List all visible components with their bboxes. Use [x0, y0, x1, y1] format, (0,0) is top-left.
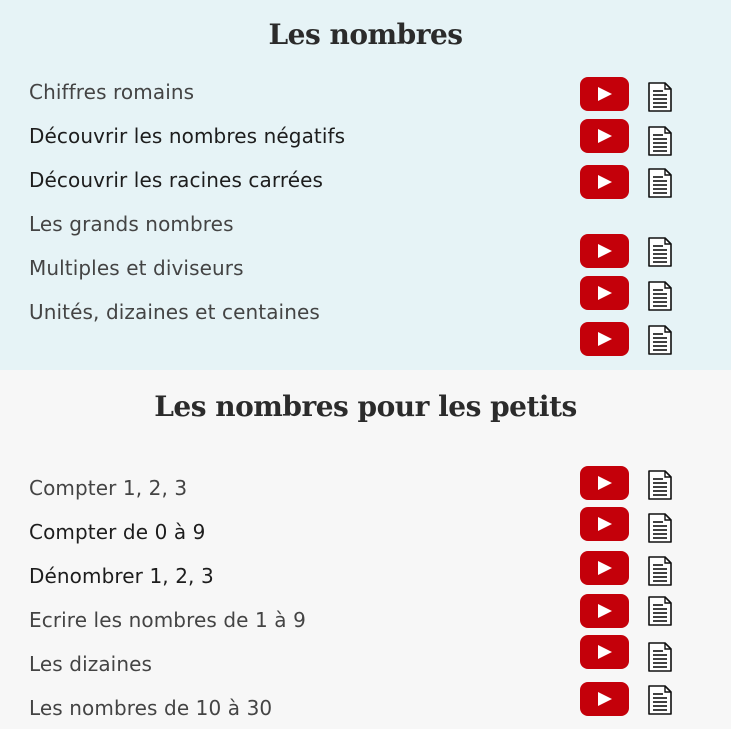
document-icon[interactable]: [648, 642, 672, 672]
document-icon[interactable]: [648, 470, 672, 500]
document-icon[interactable]: [648, 596, 672, 626]
document-icon[interactable]: [648, 168, 672, 198]
youtube-play-icon[interactable]: [580, 507, 629, 541]
youtube-play-icon[interactable]: [580, 466, 629, 500]
lesson-link[interactable]: Les grands nombres: [29, 212, 234, 236]
document-icon[interactable]: [648, 237, 672, 267]
lesson-link[interactable]: Compter de 0 à 9: [29, 520, 206, 544]
lesson-link[interactable]: Dénombrer 1, 2, 3: [29, 564, 214, 588]
youtube-play-icon[interactable]: [580, 322, 629, 356]
youtube-play-icon[interactable]: [580, 165, 629, 199]
youtube-play-icon[interactable]: [580, 276, 629, 310]
document-icon[interactable]: [648, 556, 672, 586]
youtube-play-icon[interactable]: [580, 594, 629, 628]
section-title: Les nombres: [268, 18, 463, 51]
youtube-play-icon[interactable]: [580, 682, 629, 716]
lesson-link[interactable]: Les nombres de 10 à 30: [29, 696, 273, 720]
youtube-play-icon[interactable]: [580, 551, 629, 585]
lesson-link[interactable]: Les dizaines: [29, 652, 153, 676]
lesson-link[interactable]: Découvrir les racines carrées: [29, 168, 324, 192]
lesson-link[interactable]: Découvrir les nombres négatifs: [29, 124, 346, 148]
lesson-link[interactable]: Compter 1, 2, 3: [29, 476, 188, 500]
lesson-link[interactable]: Unités, dizaines et centaines: [29, 300, 320, 324]
section-title: Les nombres pour les petits: [154, 390, 577, 423]
document-icon[interactable]: [648, 82, 672, 112]
lesson-link[interactable]: Ecrire les nombres de 1 à 9: [29, 608, 306, 632]
youtube-play-icon[interactable]: [580, 119, 629, 153]
youtube-play-icon[interactable]: [580, 77, 629, 111]
lesson-link[interactable]: Chiffres romains: [29, 80, 195, 104]
youtube-play-icon[interactable]: [580, 635, 629, 669]
youtube-play-icon[interactable]: [580, 234, 629, 268]
document-icon[interactable]: [648, 513, 672, 543]
document-icon[interactable]: [648, 126, 672, 156]
document-icon[interactable]: [648, 685, 672, 715]
document-icon[interactable]: [648, 281, 672, 311]
lesson-link[interactable]: Multiples et diviseurs: [29, 256, 244, 280]
section-les-nombres-pour-les-petits: [0, 370, 731, 729]
document-icon[interactable]: [648, 325, 672, 355]
